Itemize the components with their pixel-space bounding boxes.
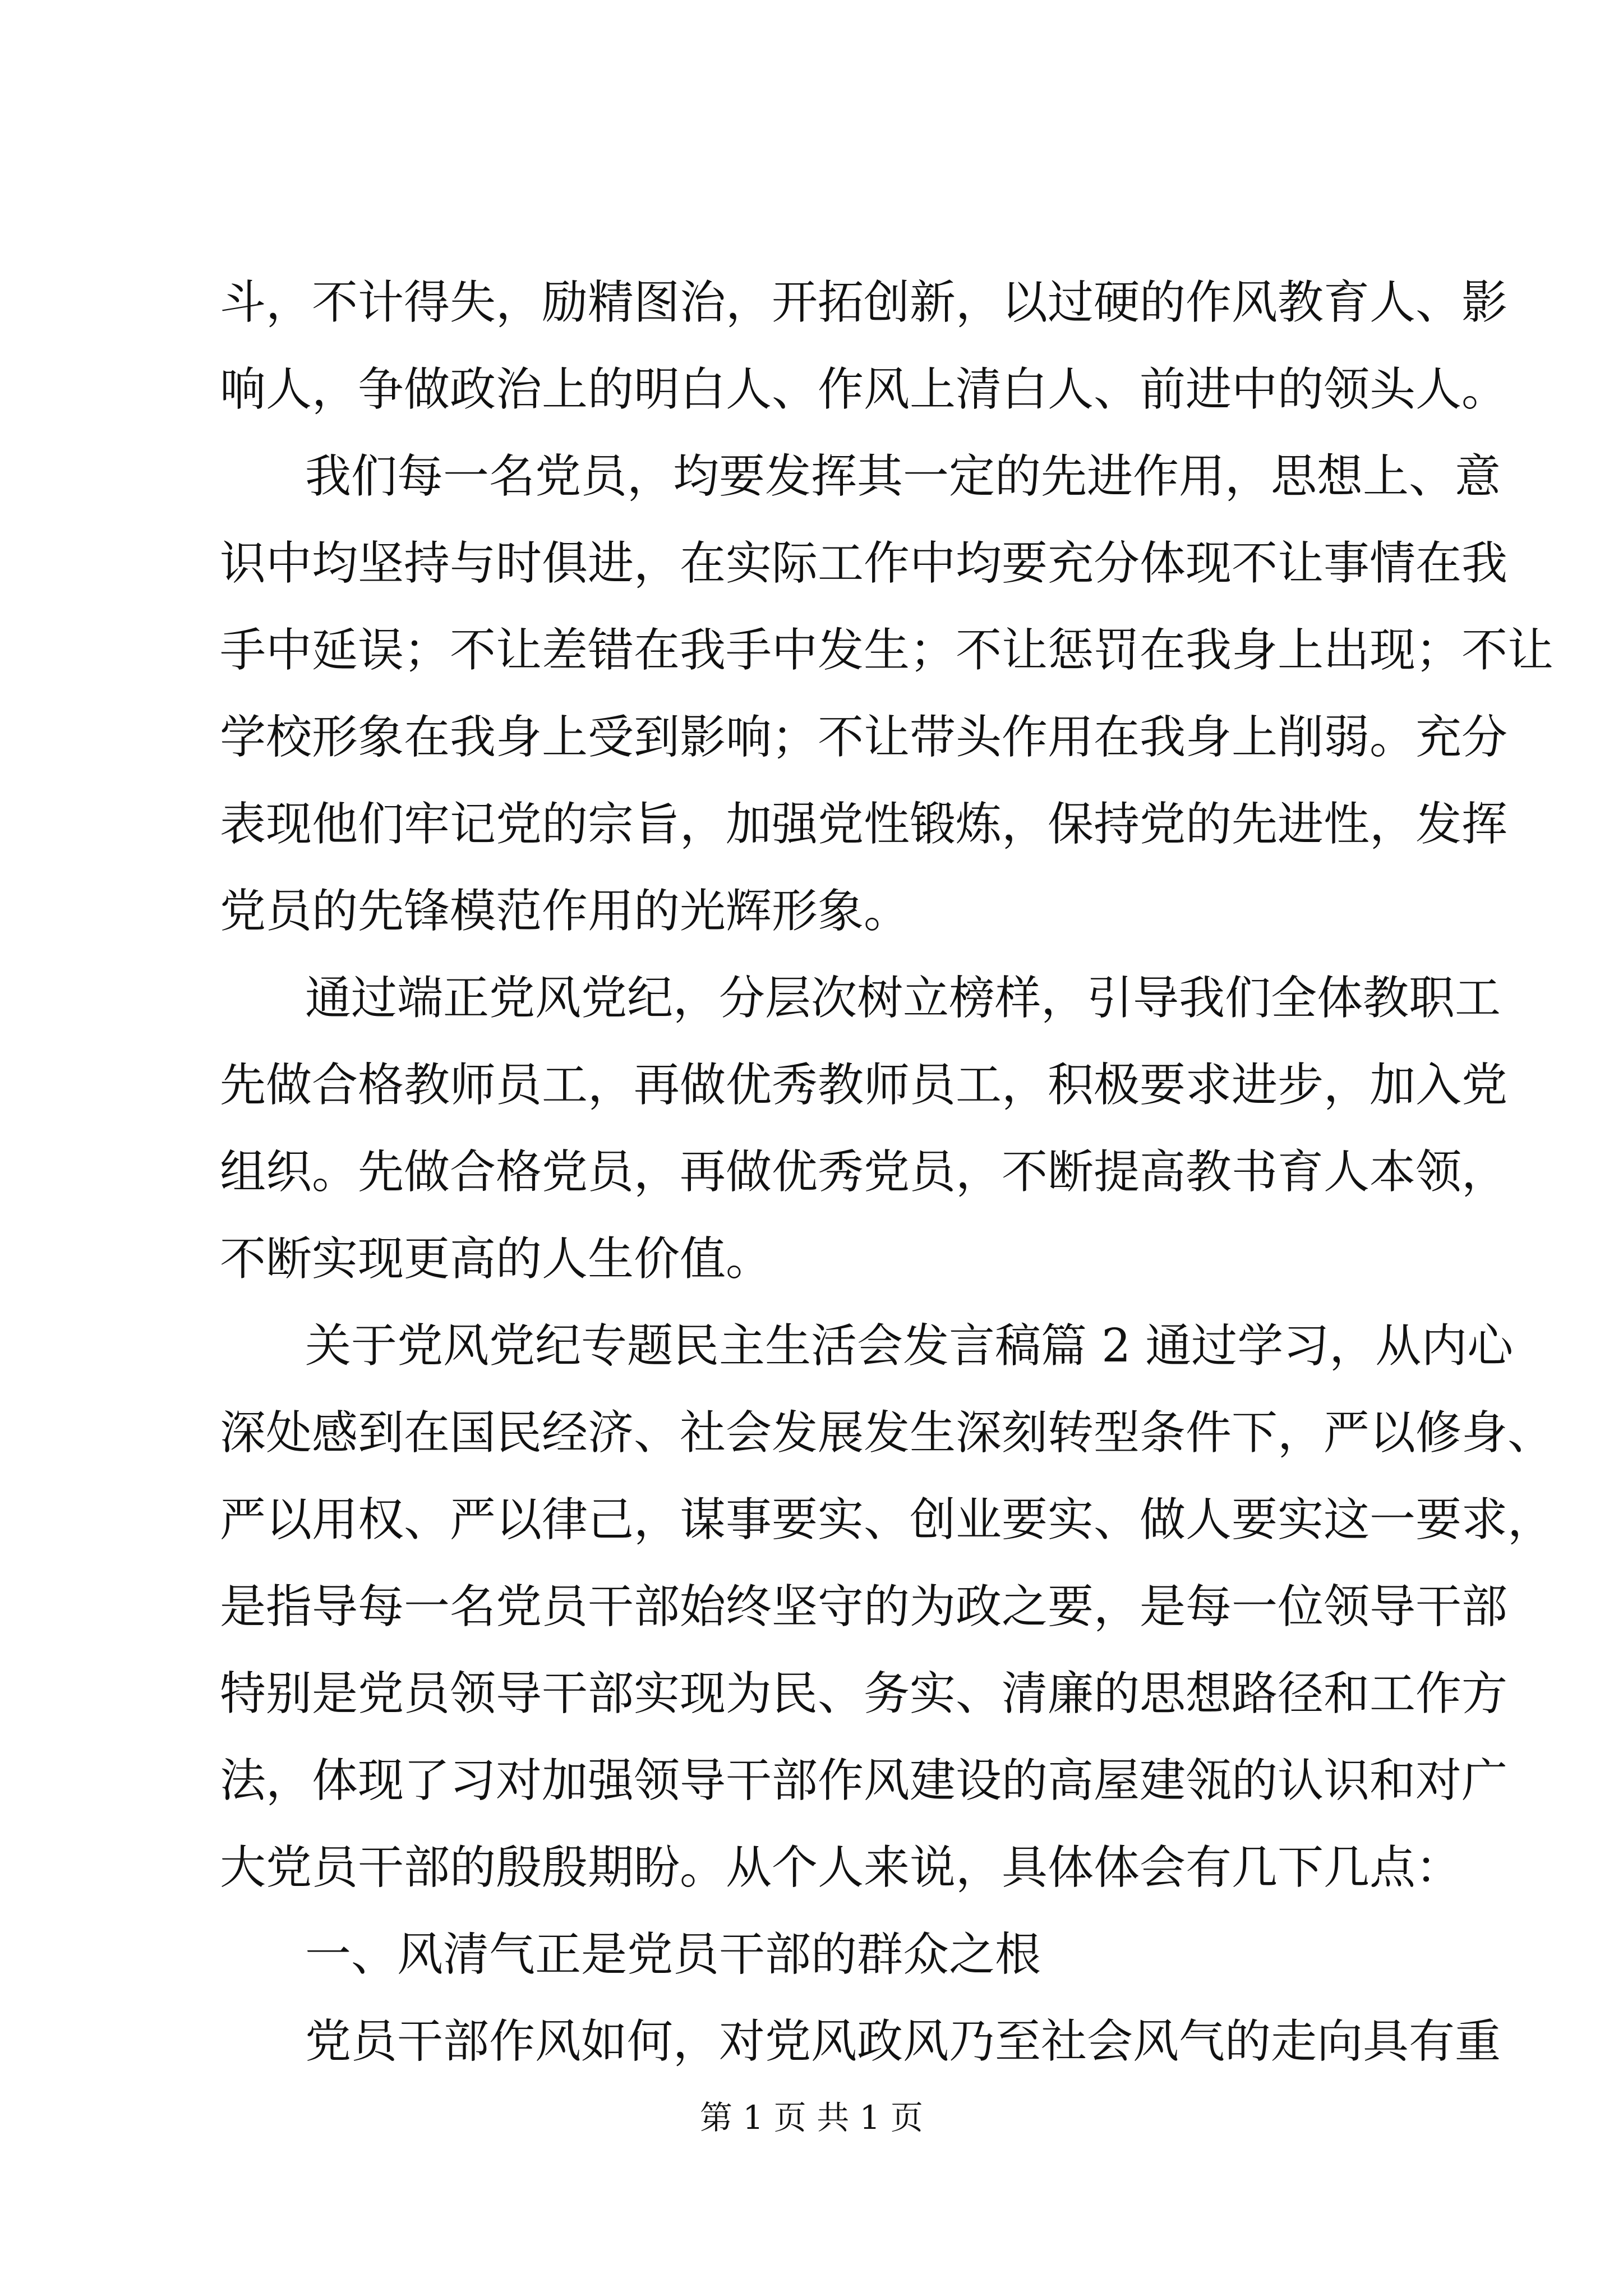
text-line: 斗，不计得失，励精图治，开拓创新，以过硬的作风教育人、影 bbox=[220, 276, 1508, 329]
text-line: 党员的先锋模范作用的光辉形象。 bbox=[220, 885, 910, 938]
section-heading: 一、风清气正是党员干部的群众之根 bbox=[305, 1928, 1041, 1981]
page-footer: 第 1 页 共 1 页 bbox=[700, 2099, 923, 2137]
paragraph-start-line: 我们每一名党员，均要发挥其一定的先进作用，思想上、意 bbox=[305, 450, 1501, 503]
text-line: 大党员干部的殷殷期盼。从个人来说，具体体会有几下几点： bbox=[220, 1841, 1462, 1894]
paragraph-start-line: 关于党风党纪专题民主生活会发言稿篇 2 通过学习，从内心 bbox=[305, 1319, 1514, 1373]
text-line: 手中延误；不让差错在我手中发生；不让惩罚在我身上出现；不让 bbox=[220, 624, 1554, 677]
text-line: 先做合格教师员工，再做优秀教师员工，积极要求进步，加入党 bbox=[220, 1059, 1508, 1112]
text-line: 识中均坚持与时俱进，在实际工作中均要充分体现不让事情在我 bbox=[220, 537, 1508, 590]
text-line: 组织。先做合格党员，再做优秀党员，不断提高教书育人本领， bbox=[220, 1145, 1508, 1199]
text-line: 响人，争做政治上的明白人、作风上清白人、前进中的领头人。 bbox=[220, 363, 1508, 416]
text-line: 特别是党员领导干部实现为民、务实、清廉的思想路径和工作方 bbox=[220, 1667, 1508, 1720]
text-line: 严以用权、严以律己，谋事要实、创业要实、做人要实这一要求， bbox=[220, 1493, 1554, 1547]
text-line: 深处感到在国民经济、社会发展发生深刻转型条件下，严以修身、 bbox=[220, 1406, 1554, 1460]
text-line: 是指导每一名党员干部始终坚守的为政之要，是每一位领导干部 bbox=[220, 1580, 1508, 1634]
text-line: 不断实现更高的人生价值。 bbox=[220, 1232, 772, 1286]
text-line: 法，体现了习对加强领导干部作风建设的高屋建瓴的认识和对广 bbox=[220, 1754, 1508, 1807]
text-line: 学校形象在我身上受到影响；不让带头作用在我身上削弱。充分 bbox=[220, 711, 1508, 764]
text-line: 表现他们牢记党的宗旨，加强党性锻炼，保持党的先进性，发挥 bbox=[220, 798, 1508, 851]
paragraph-start-line: 党员干部作风如何，对党风政风乃至社会风气的走向具有重 bbox=[305, 2015, 1501, 2068]
paragraph-start-line: 通过端正党风党纪，分层次树立榜样，引导我们全体教职工 bbox=[305, 972, 1501, 1025]
